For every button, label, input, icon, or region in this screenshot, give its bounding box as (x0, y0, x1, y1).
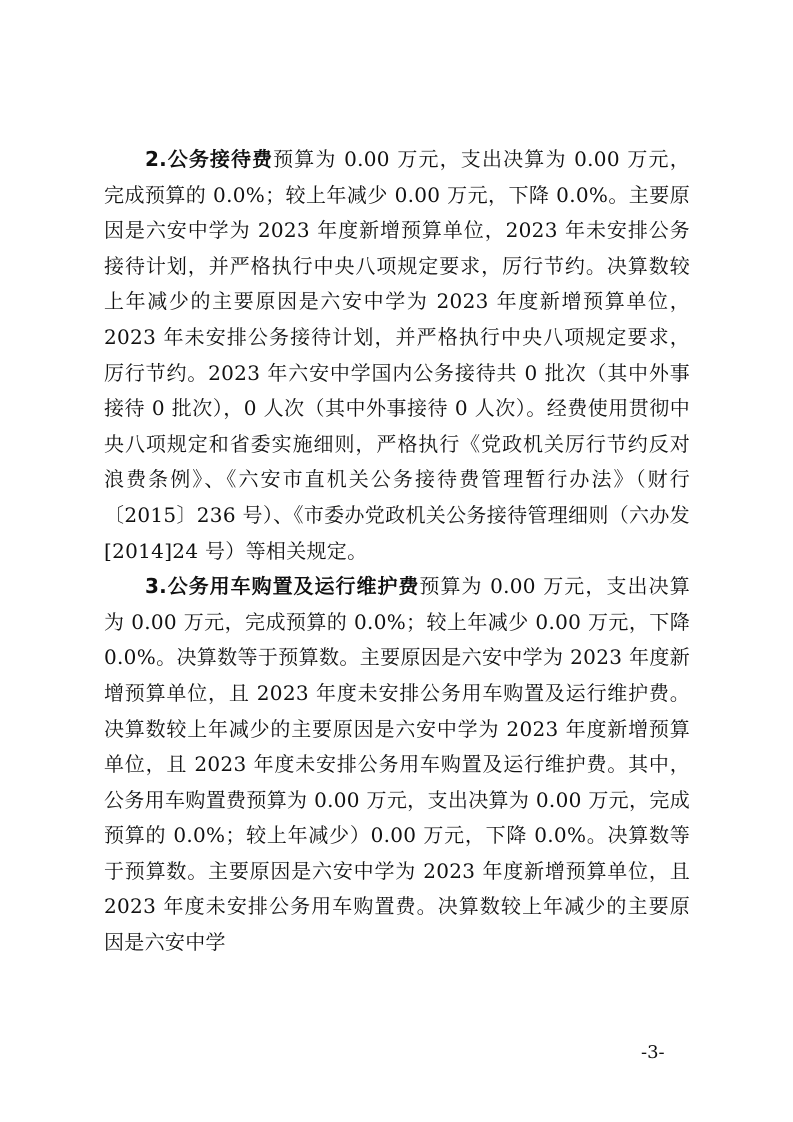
paragraph-reception-expense (104, 142, 690, 569)
page-number: -3- (641, 1042, 665, 1063)
paragraph-vehicle-expense (104, 569, 690, 961)
document-body (104, 142, 690, 961)
paragraph-text: 预算为 0.00 万元，支出决算为 0.00 万元，完成预算的 0.0%；较上年减少 0.00 万元，下降 0.0%。主要原因是六安中学为 2023 年度新增预算单位，2023 年未安排公务接待计划，并严格执行中央八项规定要求，厉行节约。决算数较上年减少的主要原因是六安中学为 2023 年度新增预算单位，2023 年未安排公务接待计划，并严格执行中央八项规定要求，厉行节约。2023 年六安中学国内公务接待共 0 批次（其中外事接待 0 批次），0 人次（其中外事接待 0 人次）。经费使用贯彻中央八项规定和省委实施细则，严格执行《党政机关厉行节约反对浪费条例》、《六安市直机关公务接待费管理暂行办法》（财行〔2015〕236 号）、《市委办党政机关公务接待管理细则（六办发[2014]24 号）等相关规定。 (104, 147, 690, 563)
paragraph-heading: 2.公务接待费 (145, 147, 274, 171)
paragraph-text: 预算为 0.00 万元，支出决算为 0.00 万元，完成预算的 0.0%；较上年减少 0.00 万元，下降 0.0%。决算数等于预算数。主要原因是六安中学为 2023 年度新增预算单位，且 2023 年度未安排公务用车购置及运行维护费。决算数较上年减少的主要原因是六安中学为 2023 年度新增预算单位，且 2023 年度未安排公务用车购置及运行维护费。其中，公务用车购置费预算为 0.00 万元，支出决算为 0.00 万元，完成预算的 0.0%；较上年减少）0.00 万元，下降 0.0%。决算数等于预算数。主要原因是六安中学为 2023 年度新增预算单位，且 2023 年度未安排公务用车购置费。决算数较上年减少的主要原因是六安中学 (104, 574, 690, 955)
paragraph-heading: 3.公务用车购置及运行维护费 (145, 574, 420, 599)
